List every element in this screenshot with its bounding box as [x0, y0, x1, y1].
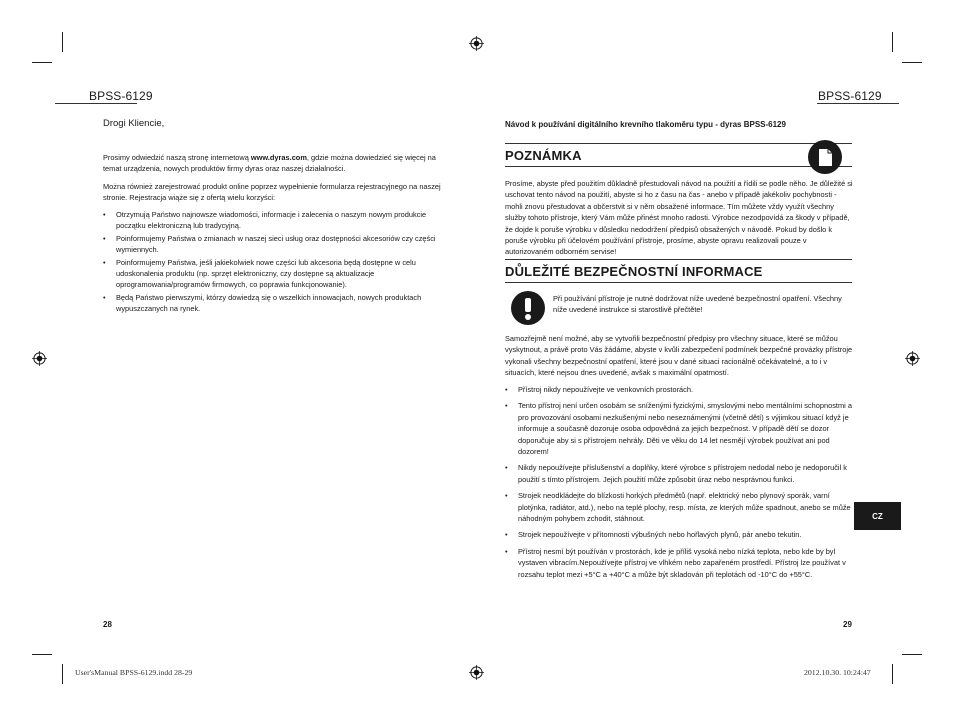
- greeting: Drogi Kliencie,: [103, 118, 165, 129]
- footer-file: User'sManual BPSS-6129.indd 28-29: [75, 668, 193, 677]
- page-number-left: 28: [103, 620, 112, 629]
- safety-heading: DŮLEŽITÉ BEZPEČNOSTNÍ INFORMACE: [505, 264, 763, 279]
- rule: [505, 143, 852, 144]
- footer-timestamp: 2012.10.30. 10:24:47: [804, 668, 871, 677]
- crop-mark: [62, 32, 63, 52]
- safety-intro: Samozřejmě není možné, aby se vytvořili bezpečnostní předpisy pro všechny situace, které se můžou vyskytnout, a právě proto Vás žádáme, abyste v kvůli zabezpečení podmínek bezpečné provázky přístroje vykonali všechny bezpečnostní opatření, které jsou v dané situaci racionálně očekávatelné, a to i v situacích, které nejsou dnes uvedené, avšak s maximální opatrností.: [505, 334, 853, 378]
- language-tab: CZ: [854, 502, 901, 530]
- warning-text: Při používání přístroje je nutné dodržovat níže uvedené bezpečnostní opatření. Všechny níže uvedené instrukce si starostlivě přečtěte!: [553, 294, 842, 315]
- intro-paragraph: [103, 152, 451, 175]
- header-rule-left: [55, 103, 137, 104]
- crop-mark: [892, 664, 893, 684]
- document-title: Návod k používání digitálního krevního tlakoměru typu - dyras BPSS-6129: [505, 120, 786, 129]
- registration-mark-icon: [469, 665, 484, 680]
- crop-mark: [902, 654, 922, 655]
- page-number-right: 29: [843, 620, 852, 629]
- website-link[interactable]: www.dyras.com: [250, 153, 307, 162]
- registration-mark-icon: [905, 351, 920, 366]
- header-rule-right: [817, 103, 899, 104]
- intro-text-start: Prosimy odwiedzić naszą stronę internetową: [103, 153, 251, 162]
- rule: [505, 166, 852, 167]
- crop-mark: [32, 62, 52, 63]
- benefits-list: [103, 209, 451, 315]
- list-item: • Tento přístroj není určen osobám se sníženými fyzickými, smyslovými nebo mentálními schopnostmi a pro provozování osobami nezkušenými nebo neseznámenými (včetně dětí) s výjimkou situací když je informuje a současně dozoruje osoba odpovědná za jejich bezpečnost. V případě dětí se dozor doporučuje aby si s přístrojem nehrály. Děti ve věku do 14 let nesmějí výrobek používat ani pod dozorem!: [505, 400, 853, 457]
- list-item: • Přístroj nikdy nepoužívejte ve venkovních prostorách.: [505, 384, 853, 395]
- list-item: • Poinformujemy Państwa o zmianach w naszej sieci usług oraz dostępności akcesoriów czy części wymiennych.: [103, 233, 451, 256]
- safety-list: [505, 384, 853, 580]
- model-label-left: BPSS-6129: [89, 89, 153, 103]
- list-item: • Nikdy nepoužívejte příslušenství a doplňky, které výrobce s přístrojem nedodal nebo je nedoporučil k použití s tímto přístrojem. Jejich použití může způsobit úraz nebo nesprávnou funkci.: [505, 462, 853, 485]
- registration-mark-icon: [469, 36, 484, 51]
- exclamation-warning-icon: [510, 290, 546, 326]
- crop-mark: [892, 32, 893, 52]
- rule: [505, 259, 852, 260]
- note-paragraph: Prosíme, abyste před použitím důkladně přestudovali návod na použití a řídili se podle něho. Je důležité si uschovat tento návod na použití, abyste si ho z času na čas - anebo v případě jakékoliv pochybnosti - mohli znovu přestudovat a občerstvit si v něm obsažené informace. Tím můžete vždy využít všechny služby tohoto přístroje, který Vám může přinést mnoho radosti. Výrobce nezodpovídá za škody v případě, že dojde k poruše výrobku v důsledku nedodržení předpisů obsažených v návodě. Pokud by došlo k poruše výrobku při účelovém používání přístroje, prosíme, abyste opravu realizovali pouze v autorizovaném odborném servise!: [505, 179, 853, 257]
- crop-mark: [32, 654, 52, 655]
- list-item: • Otrzymują Państwo najnowsze wiadomości, informacje i zalecenia o naszym nowym produkcie początku elektroniczną lub tradycyjną.: [103, 209, 451, 232]
- list-item: • Přístroj nesmí být používán v prostorách, kde je příliš vysoká nebo nízká teplota, nebo kde by byl vystaven vibracím.Nepoužívejte přístroj ve vlhkém nebo zapařeném prostředí. Přístroj lze používat v rozsahu teplot mezi +5°C a +40°C a může být skladován při teplotách od -10°C do +55°C.: [505, 546, 853, 580]
- intro-text-end: , gdzie można dowiedzieć się więcej na temat urządzenia, nowych produktów firmy dyras oraz naszej działalności.: [103, 153, 436, 174]
- note-heading: POZNÁMKA: [505, 148, 582, 163]
- note-page-icon: [807, 139, 843, 175]
- list-item: • Będą Państwo pierwszymi, którzy dowiedzą się o wszelkich innowacjach, nowych produktach wypuszczanych na rynek.: [103, 292, 451, 315]
- crop-mark: [902, 62, 922, 63]
- model-label-right: BPSS-6129: [818, 89, 882, 103]
- list-item: • Strojek neodkládejte do blízkosti horkých předmětů (např. elektrický nebo plynový sporák, varní plotýnka, radiátor, atd.), nebo na teplé plochy, resp. místa, ze kterých může spadnout, anebo se může náhodným pohybem zchodit, stáhnout.: [505, 490, 853, 524]
- registration-paragraph: Można również zarejestrować produkt online poprzez wypełnienie formularza rejestracyjnego na naszej stronie. Rejestracja wiąże się z ofertą wielu korzyści:: [103, 182, 441, 203]
- rule: [505, 282, 852, 283]
- list-item: • Strojek nepoužívejte v přítomnosti výbušných nebo hořlavých plynů, pár anebo tekutin.: [505, 529, 853, 540]
- crop-mark: [62, 664, 63, 684]
- list-item: • Poinformujemy Państwa, jeśli jakiekolwiek nowe części lub akcesoria będą dostępne w celu udoskonalenia produktu (np. sprzęt elektroniczny, czy dostępne są aktualizacje oprogramowania/programów firmowych, co poprawia funkcjonowanie).: [103, 257, 451, 291]
- registration-mark-icon: [32, 351, 47, 366]
